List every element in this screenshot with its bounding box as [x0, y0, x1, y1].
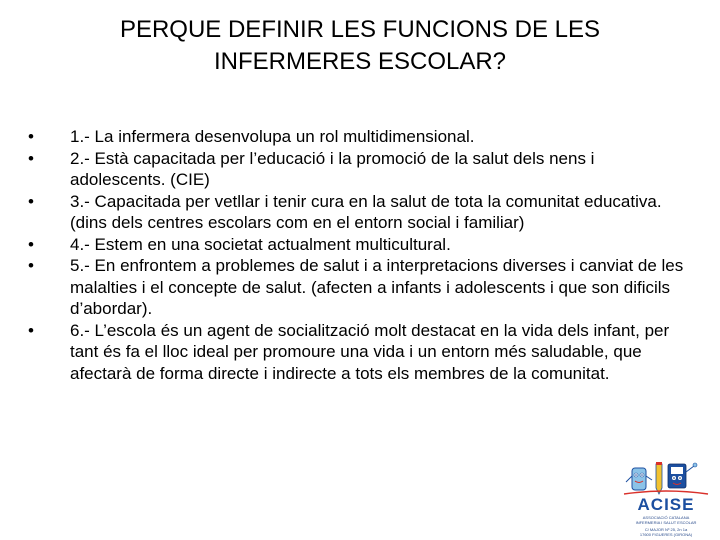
acise-logo: [618, 458, 714, 538]
logo-subtitle-2: INFERMERIA I SALUT ESCOLAR: [635, 520, 697, 525]
bullet-marker: •: [28, 148, 34, 168]
bullet-marker: •: [28, 256, 34, 275]
bullet-item: [28, 234, 688, 256]
bullet-text: 5.- En enfrontem a problemes de salut i a interpretacions diverses i canviat de les malalties i el concepte de salut. (afecten a infants i adolescents i que son dificils d’abordar).: [70, 256, 684, 318]
bullet-list: [28, 126, 688, 384]
bullet-marker: •: [28, 320, 34, 340]
slide-title: [40, 14, 680, 78]
logo-name: ACISE: [637, 495, 695, 514]
pencil-icon: [656, 462, 662, 494]
slide-title-line-1: PERQUE DEFINIR LES FUNCIONS DE LES: [119, 16, 601, 43]
logo-address-2: 17600 FIGUERES (GIRONA): [639, 532, 693, 537]
bullet-item: [28, 255, 688, 320]
bullet-marker: •: [28, 191, 34, 211]
bullet-item: [28, 320, 688, 385]
bullet-item: [28, 148, 688, 191]
logo-address-1: C/ MAJOR Nº 25, 2n 1a: [644, 527, 688, 532]
bullet-text: 3.- Capacitada per vetllar i tenir cura en la salut de tota la comunitat educativa. (dins dels centres escolars com en el entorn social i familiar): [70, 191, 662, 232]
bullet-text: 6.- L’escola és un agent de socialització molt destacat en la vida dels infant, per tant és fa el lloc ideal per promoure una vida i un entorn més saludable, que afectarà de forma directe i indirecte a tots els membres de la comunitat.: [70, 320, 670, 383]
bullet-marker: •: [28, 127, 34, 146]
bullet-item: [28, 191, 688, 234]
bullet-item: [28, 126, 688, 148]
mascot-right-icon: [668, 463, 697, 488]
bullet-text: 2.- Està capacitada per l’educació i la promoció de la salut dels nens i adolescents. (CIE): [70, 148, 595, 189]
slide-title-line-2: INFERMERES ESCOLAR?: [213, 48, 507, 75]
bullet-text: 1.- La infermera desenvolupa un rol multidimensional.: [70, 127, 475, 146]
bullet-marker: •: [28, 234, 34, 254]
bullet-text: 4.- Estem en una societat actualment multicultural.: [70, 234, 451, 254]
mascot-illustration: [618, 458, 714, 498]
logo-subtitle-1: ASSOCIACIÓ CATALANA: [642, 515, 690, 520]
mascot-left-icon: [626, 468, 652, 490]
